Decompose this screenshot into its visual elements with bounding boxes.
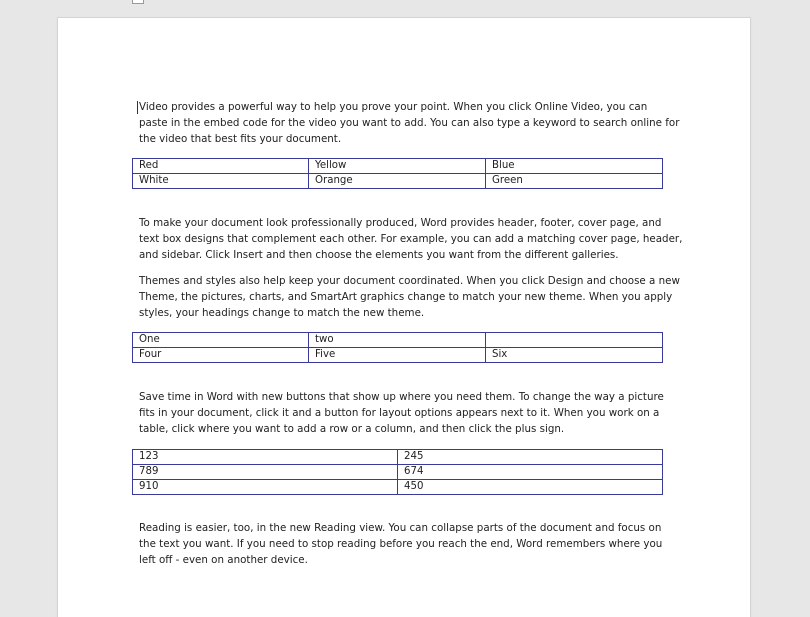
paragraph-line: Theme, the pictures, charts, and SmartArt graphics change to match your new theme. When you apply	[139, 290, 673, 303]
table-cell[interactable]: Six	[486, 348, 663, 363]
paragraph-line: the text you want. If you need to stop reading before you reach the end, Word remembers where you	[139, 537, 663, 550]
table-cell[interactable]: Yellow	[309, 159, 486, 174]
table-cell[interactable]	[486, 333, 663, 348]
table-cell[interactable]: Orange	[309, 174, 486, 189]
table-cell[interactable]: Five	[309, 348, 486, 363]
paragraph-line: the video that best fits your document.	[139, 132, 342, 145]
table-cell[interactable]: White	[133, 174, 309, 189]
table-row	[133, 159, 663, 174]
paragraph-save-time[interactable]	[139, 390, 679, 437]
paragraph-line: Video provides a powerful way to help you prove your point. When you click Online Video, you can	[139, 101, 648, 113]
table-row	[133, 450, 663, 465]
table-cell[interactable]: 123	[133, 450, 398, 465]
table-cell[interactable]: two	[309, 333, 486, 348]
paragraph-line: and sidebar. Click Insert and then choose the elements you want from the different galleries.	[139, 248, 619, 261]
table-cell[interactable]: Four	[133, 348, 309, 363]
paragraph-line: Themes and styles also help keep your document coordinated. When you click Design and choose a new	[139, 275, 680, 287]
document-page[interactable]	[58, 18, 750, 617]
table-cell[interactable]: Blue	[486, 159, 663, 174]
paragraph-line: fits in your document, click it and a button for layout options appears next to it. When you work on a	[139, 406, 660, 419]
paragraph-line: paste in the embed code for the video you want to add. You can also type a keyword to search online for	[139, 116, 680, 129]
table-cell[interactable]: 245	[398, 450, 663, 465]
paragraph-line: Save time in Word with new buttons that show up where you need them. To change the way a picture	[139, 391, 664, 403]
table-row	[133, 174, 663, 189]
paragraph-line: left off - even on another device.	[139, 553, 308, 566]
paragraph-video[interactable]	[139, 100, 679, 147]
numbers-table[interactable]	[132, 449, 663, 495]
table-cell[interactable]: 674	[398, 465, 663, 480]
table-cell[interactable]: Red	[133, 159, 309, 174]
paragraph-reading[interactable]	[139, 521, 679, 568]
table-cell[interactable]: Green	[486, 174, 663, 189]
paragraph-line: Reading is easier, too, in the new Reading view. You can collapse parts of the document and focus on	[139, 522, 662, 534]
paragraph-design[interactable]	[139, 216, 683, 263]
table-row	[133, 465, 663, 480]
colors-table[interactable]	[132, 158, 663, 189]
paragraph-line: text box designs that complement each other. For example, you can add a matching cover page, header,	[139, 232, 683, 245]
paragraph-line: styles, your headings change to match the new theme.	[139, 306, 425, 319]
table-cell[interactable]: 910	[133, 480, 398, 495]
paragraph-line: table, click where you want to add a row or a column, and then click the plus sign.	[139, 422, 565, 435]
text-cursor	[137, 101, 138, 114]
paragraph-line: To make your document look professionally produced, Word provides header, footer, cover page, and	[139, 217, 662, 229]
top-margin-marker	[132, 0, 144, 4]
table-cell[interactable]: One	[133, 333, 309, 348]
table-row	[133, 480, 663, 495]
table-cell[interactable]: 450	[398, 480, 663, 495]
table-row	[133, 333, 663, 348]
table-cell[interactable]: 789	[133, 465, 398, 480]
paragraph-themes[interactable]	[139, 274, 679, 321]
table-row	[133, 348, 663, 363]
numbers-words-table[interactable]	[132, 332, 663, 363]
